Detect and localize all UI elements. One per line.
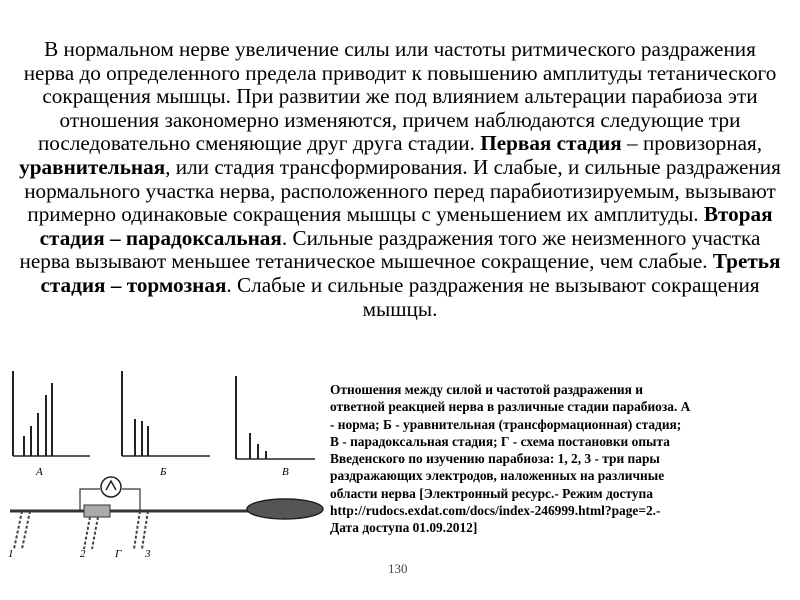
electrode-label-3: 3 <box>145 548 151 560</box>
panel-v-label: В <box>282 466 289 478</box>
panel-g <box>10 477 323 549</box>
text-segment: , или стадия трансформирования. И слабые, и сильные раздражения нормального участка нерва, расположенного перед парабиотизируемым, вызывают примерно одинаковые сокращения мышцы с уменьшением их амплитуды. <box>24 154 781 227</box>
electrode-label-1: 1 <box>8 548 14 560</box>
panel-v <box>236 376 315 459</box>
stage3-title: Третья стадия – тормозная <box>40 249 781 297</box>
electrode-pair-3 <box>134 511 148 549</box>
text-segment: – провизорная, <box>621 131 763 156</box>
text-segment: . Сильные раздражения того же неизменного участка нерва вызывают меньшее тетаническое мышечное сокращение, чем слабые. <box>19 225 761 274</box>
page-number: 130 <box>388 561 408 576</box>
muscle <box>247 499 323 519</box>
figure-caption: Отношения между силой и частотой раздражения и ответной реакцией нерва в различные стадии парабиоза. А - норма; Б - уравнительная (трансформационная) стадия; В - парадоксальная стадия; Г - схема постановки опыта Введенского по изучению парабиоза: 1, 2, 3 - три пары раздражающих электродов, наложенных на различные области нерва [Электронный ресурс.- Режим доступа http://rudocs.exdat.com/docs/index-246999.html?page=2.- Дата доступа 01.09.2012] <box>330 382 691 536</box>
electrode-pair-1 <box>14 511 30 549</box>
panel-b-label: Б <box>160 466 167 478</box>
parabiosis-figure <box>0 371 330 571</box>
text-segment: В нормальном нерве увеличение силы или частоты ритмического раздражения нерва до определенного предела приводит к повышению амплитуды тетанического сокращения мышцы. При развитии же под влиянием альтерации парабиоза эти отношения закономерно изменяются, причем наблюдаются следующие три последовательно сменяющие друг друга стадии. <box>23 37 777 156</box>
stage1-title: Первая стадия <box>480 131 622 156</box>
panel-b <box>122 371 210 456</box>
panel-g-label: Г <box>115 548 122 560</box>
stage1-name: уравнительная <box>19 154 166 179</box>
electrode-pair-2 <box>84 517 98 549</box>
parabiotic-area <box>84 505 110 517</box>
panel-a <box>13 371 90 456</box>
stage2-title: Вторая стадия – парадоксальная <box>39 202 773 250</box>
panel-a-label: А <box>36 466 43 478</box>
electrode-label-2: 2 <box>80 548 86 560</box>
text-segment: . Слабые и сильные раздражения не вызывают сокращения мышцы. <box>226 272 760 321</box>
main-paragraph <box>18 38 782 321</box>
